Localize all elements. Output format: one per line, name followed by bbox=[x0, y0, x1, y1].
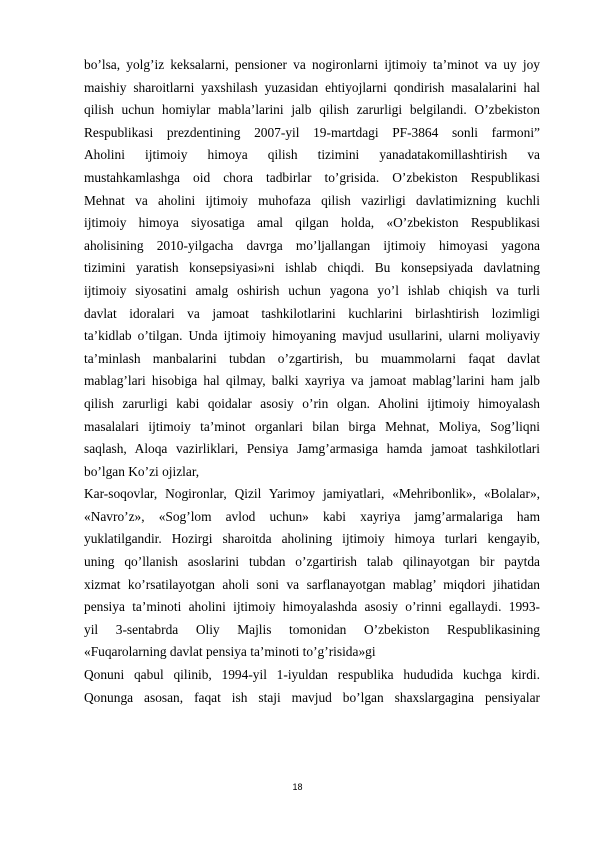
text-line: ijtimoiy himoya siyosatiga amal qilgan holda, «O’zbekiston Respublikasi bbox=[84, 215, 540, 231]
text-line: Qonunga asosan, faqat ish staji mavjud bo’lgan shaxslargagina pensiyalar bbox=[84, 689, 540, 705]
text-line: mustahkamlashga oid chora tadbirlar to’grisida. O’zbekiston Respublikasi bbox=[84, 169, 540, 185]
text-line: ta’kidlab o’tilgan. Unda ijtimoiy himoyaning mavjud usullarini, ularni moliyaviy bbox=[84, 328, 540, 344]
text-line: saqlash, Aloqa vazirliklari, Pensiya Jamg’armasiga hamda jamoat tashkilotlari bbox=[84, 441, 540, 457]
text-line: mablag’lari hisobiga hal qilmay, balki xayriya va jamoat mablag’larini ham jalb bbox=[84, 373, 540, 389]
text-line: pensiya ta’minoti aholini ijtimoiy himoyalashda asosiy o’rinni egallaydi. 1993- bbox=[84, 599, 540, 615]
text-line: yuklatilgandir. Hozirgi sharoitda aholining ijtimoiy himoya turlari kengayib, bbox=[84, 531, 540, 547]
text-line: «Navro’z», «Sog’lom avlod uchun» kabi xayriya jamg’armalariga ham bbox=[84, 508, 540, 524]
text-line: davlat idoralari va jamoat tashkilotlarini kuchlarini birlashtirish lozimligi bbox=[84, 305, 540, 321]
text-line: tizimini yaratish konsepsiyasi»ni ishlab chiqdi. Bu konsepsiyada davlatning bbox=[84, 260, 540, 276]
text-line: qilish zarurligi kabi qoidalar asosiy o’rin olgan. Aholini ijtimoiy himoyalash bbox=[84, 395, 540, 411]
text-line: ijtimoiy siyosatini amalg oshirish uchun yagona yo’l ishlab chiqish va turli bbox=[84, 282, 540, 298]
text-line: aholisining 2010-yilgacha davrga mo’ljallangan ijtimoiy himoyasi yagona bbox=[84, 237, 540, 253]
text-line: bo’lsa, yolg’iz keksalarni, pensioner va nogironlarni ijtimoiy ta’minot va uy joy bbox=[84, 57, 540, 72]
text-line: maishiy sharoitlarni yaxshilash yuzasidan ehtiyojlarni qondirish masalalarini hal bbox=[84, 79, 540, 95]
text-line: Qonuni qabul qilinib, 1994-yil 1-iyuldan respublika hududida kuchga kirdi. bbox=[84, 667, 540, 683]
text-line: Mehnat va aholini ijtimoiy muhofaza qilish vazirligi davlatimizning kuchli bbox=[84, 192, 540, 208]
page-number: 18 bbox=[292, 782, 303, 792]
text-line: xizmat ko’rsatilayotgan aholi soni va sarflanayotgan mablag’ miqdori jihatidan bbox=[84, 576, 540, 592]
text-line: Kar-soqovlar, Nogironlar, Qizil Yarimoy jamiyatlari, «Mehribonlik», «Bolalar», bbox=[84, 486, 540, 502]
text-line: masalalari ijtimoiy ta’minot organlari bilan birga Mehnat, Moliya, Sog’liqni bbox=[84, 418, 540, 434]
text-line: uning qo’llanish asoslarini tubdan o’zgartirish talab qilinayotgan bir paytda bbox=[84, 554, 540, 570]
text-line: yil 3-sentabrda Oliy Majlis tomonidan O’zbekiston Respublikasining bbox=[84, 621, 540, 637]
text-line: ta’minlash manbalarini tubdan o’zgartirish, bu muammolarni faqat davlat bbox=[84, 350, 540, 366]
text-line: bo’lgan Ko’zi ojizlar, bbox=[84, 463, 200, 479]
body-text bbox=[84, 54, 540, 709]
text-line: Respublikasi prezdentining 2007-yil 19-martdagi PF-3864 sonli farmoni” bbox=[84, 124, 540, 140]
text-line: Aholini ijtimoiy himoya qilish tizimini yanadatakomillashtirish va bbox=[84, 147, 540, 163]
text-line: qilish uchun homiylar mabla’larini jalb qilish zarurligi belgilandi. O’zbekiston bbox=[84, 102, 540, 118]
text-line: «Fuqarolarning davlat pensiya ta’minoti to’g’risida»gi bbox=[84, 644, 376, 660]
